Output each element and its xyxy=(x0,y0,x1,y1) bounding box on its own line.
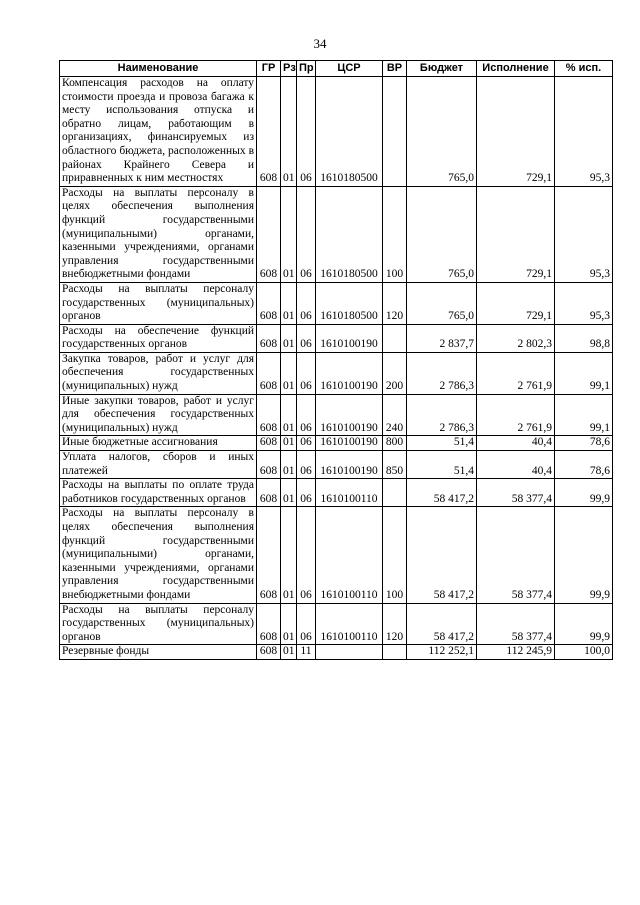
row-pr: 06 xyxy=(297,394,316,436)
row-vr: 200 xyxy=(383,352,407,394)
row-gr: 608 xyxy=(257,352,281,394)
row-budget: 2 786,3 xyxy=(407,394,477,436)
row-name: Расходы на выплаты персоналу в целях обеспечения выполнения функций государственными (муниципальными) органами, казенными учреждениями, органами управления государственными внебюджетными фондами xyxy=(60,507,257,603)
row-budget: 765,0 xyxy=(407,77,477,187)
header-execution: Исполнение xyxy=(477,61,555,77)
row-rz: 01 xyxy=(281,436,297,451)
row-rz: 01 xyxy=(281,451,297,479)
row-csr: 1610100110 xyxy=(316,507,383,603)
row-rz: 01 xyxy=(281,324,297,352)
row-csr: 1610180500 xyxy=(316,282,383,324)
row-csr: 1610100190 xyxy=(316,451,383,479)
row-execution: 729,1 xyxy=(477,186,555,282)
row-gr: 608 xyxy=(257,436,281,451)
row-pr: 06 xyxy=(297,436,316,451)
row-percent: 99,9 xyxy=(555,603,613,645)
row-gr: 608 xyxy=(257,603,281,645)
table-row xyxy=(60,186,613,282)
row-execution: 112 245,9 xyxy=(477,645,555,660)
row-csr xyxy=(316,645,383,660)
row-percent: 99,1 xyxy=(555,394,613,436)
table-row xyxy=(60,324,613,352)
row-rz: 01 xyxy=(281,352,297,394)
row-execution: 40,4 xyxy=(477,451,555,479)
row-budget: 58 417,2 xyxy=(407,603,477,645)
row-gr: 608 xyxy=(257,77,281,187)
header-csr: ЦСР xyxy=(316,61,383,77)
row-percent: 95,3 xyxy=(555,186,613,282)
row-name: Иные бюджетные ассигнования xyxy=(60,436,257,451)
row-pr: 06 xyxy=(297,282,316,324)
row-gr: 608 xyxy=(257,282,281,324)
row-csr: 1610100110 xyxy=(316,603,383,645)
row-gr: 608 xyxy=(257,507,281,603)
row-percent: 95,3 xyxy=(555,282,613,324)
row-pr: 06 xyxy=(297,77,316,187)
row-rz: 01 xyxy=(281,186,297,282)
table-row xyxy=(60,479,613,507)
row-execution: 58 377,4 xyxy=(477,603,555,645)
row-name: Иные закупки товаров, работ и услуг для обеспечения государственных (муниципальных) нужд xyxy=(60,394,257,436)
row-name: Расходы на выплаты персоналу государственных (муниципальных) органов xyxy=(60,282,257,324)
row-pr: 06 xyxy=(297,324,316,352)
row-percent: 100,0 xyxy=(555,645,613,660)
row-name: Расходы на выплаты персоналу в целях обеспечения выполнения функций государственными (муниципальными) органами, казенными учреждениями, органами управления государственными внебюджетными фондами xyxy=(60,186,257,282)
row-vr xyxy=(383,645,407,660)
row-pr: 11 xyxy=(297,645,316,660)
table-row xyxy=(60,352,613,394)
header-vr: ВР xyxy=(383,61,407,77)
row-vr: 100 xyxy=(383,186,407,282)
row-budget: 58 417,2 xyxy=(407,507,477,603)
row-name: Расходы на обеспечение функций государственных органов xyxy=(60,324,257,352)
row-rz: 01 xyxy=(281,394,297,436)
row-budget: 765,0 xyxy=(407,186,477,282)
header-budget: Бюджет xyxy=(407,61,477,77)
row-name: Компенсация расходов на оплату стоимости проезда и провоза багажа к месту использования отпуска и обратно лицам, работающим в организациях, финансируемых из областного бюджета, расположенных в районах Крайнего Севера и приравненных к ним местностях xyxy=(60,77,257,187)
row-pr: 06 xyxy=(297,352,316,394)
row-execution: 2 802,3 xyxy=(477,324,555,352)
table-row xyxy=(60,603,613,645)
row-vr: 240 xyxy=(383,394,407,436)
row-name: Резервные фонды xyxy=(60,645,257,660)
row-csr: 1610100190 xyxy=(316,352,383,394)
row-csr: 1610100190 xyxy=(316,324,383,352)
row-budget: 58 417,2 xyxy=(407,479,477,507)
table-row xyxy=(60,645,613,660)
row-execution: 2 761,9 xyxy=(477,352,555,394)
row-rz: 01 xyxy=(281,282,297,324)
row-pr: 06 xyxy=(297,479,316,507)
table-header-row xyxy=(60,61,613,77)
row-vr xyxy=(383,479,407,507)
row-pr: 06 xyxy=(297,451,316,479)
row-percent: 99,9 xyxy=(555,479,613,507)
row-name: Закупка товаров, работ и услуг для обеспечения государственных (муниципальных) нужд xyxy=(60,352,257,394)
row-rz: 01 xyxy=(281,77,297,187)
row-rz: 01 xyxy=(281,603,297,645)
row-gr: 608 xyxy=(257,645,281,660)
row-gr: 608 xyxy=(257,394,281,436)
row-vr: 800 xyxy=(383,436,407,451)
row-csr: 1610100110 xyxy=(316,479,383,507)
row-gr: 608 xyxy=(257,479,281,507)
row-vr: 120 xyxy=(383,603,407,645)
row-percent: 99,1 xyxy=(555,352,613,394)
row-gr: 608 xyxy=(257,451,281,479)
row-csr: 1610100190 xyxy=(316,436,383,451)
row-budget: 112 252,1 xyxy=(407,645,477,660)
row-csr: 1610180500 xyxy=(316,77,383,187)
row-percent: 99,9 xyxy=(555,507,613,603)
header-name: Наименование xyxy=(60,61,257,77)
row-execution: 2 761,9 xyxy=(477,394,555,436)
row-name: Расходы на выплаты по оплате труда работников государственных органов xyxy=(60,479,257,507)
row-pr: 06 xyxy=(297,186,316,282)
row-budget: 2 837,7 xyxy=(407,324,477,352)
row-rz: 01 xyxy=(281,645,297,660)
row-execution: 729,1 xyxy=(477,77,555,187)
row-budget: 2 786,3 xyxy=(407,352,477,394)
row-percent: 78,6 xyxy=(555,451,613,479)
row-vr: 100 xyxy=(383,507,407,603)
row-budget: 51,4 xyxy=(407,451,477,479)
header-pr: Пр xyxy=(297,61,316,77)
table-row xyxy=(60,77,613,187)
budget-table xyxy=(59,60,613,660)
row-pr: 06 xyxy=(297,603,316,645)
row-gr: 608 xyxy=(257,186,281,282)
row-execution: 58 377,4 xyxy=(477,479,555,507)
row-name: Расходы на выплаты персоналу государственных (муниципальных) органов xyxy=(60,603,257,645)
header-rz: Рз xyxy=(281,61,297,77)
row-budget: 765,0 xyxy=(407,282,477,324)
row-csr: 1610100190 xyxy=(316,394,383,436)
row-execution: 58 377,4 xyxy=(477,507,555,603)
row-pr: 06 xyxy=(297,507,316,603)
row-vr: 120 xyxy=(383,282,407,324)
table-row xyxy=(60,282,613,324)
row-vr: 850 xyxy=(383,451,407,479)
row-execution: 40,4 xyxy=(477,436,555,451)
row-gr: 608 xyxy=(257,324,281,352)
row-name: Уплата налогов, сборов и иных платежей xyxy=(60,451,257,479)
table-row xyxy=(60,394,613,436)
row-vr xyxy=(383,324,407,352)
table-row xyxy=(60,436,613,451)
row-percent: 95,3 xyxy=(555,77,613,187)
row-rz: 01 xyxy=(281,507,297,603)
page-number: 34 xyxy=(313,36,327,51)
table-row xyxy=(60,507,613,603)
row-rz: 01 xyxy=(281,479,297,507)
row-percent: 78,6 xyxy=(555,436,613,451)
row-vr xyxy=(383,77,407,187)
table-row xyxy=(60,451,613,479)
row-budget: 51,4 xyxy=(407,436,477,451)
header-gr: ГР xyxy=(257,61,281,77)
row-percent: 98,8 xyxy=(555,324,613,352)
row-csr: 1610180500 xyxy=(316,186,383,282)
row-execution: 729,1 xyxy=(477,282,555,324)
header-percent: % исп. xyxy=(555,61,613,77)
